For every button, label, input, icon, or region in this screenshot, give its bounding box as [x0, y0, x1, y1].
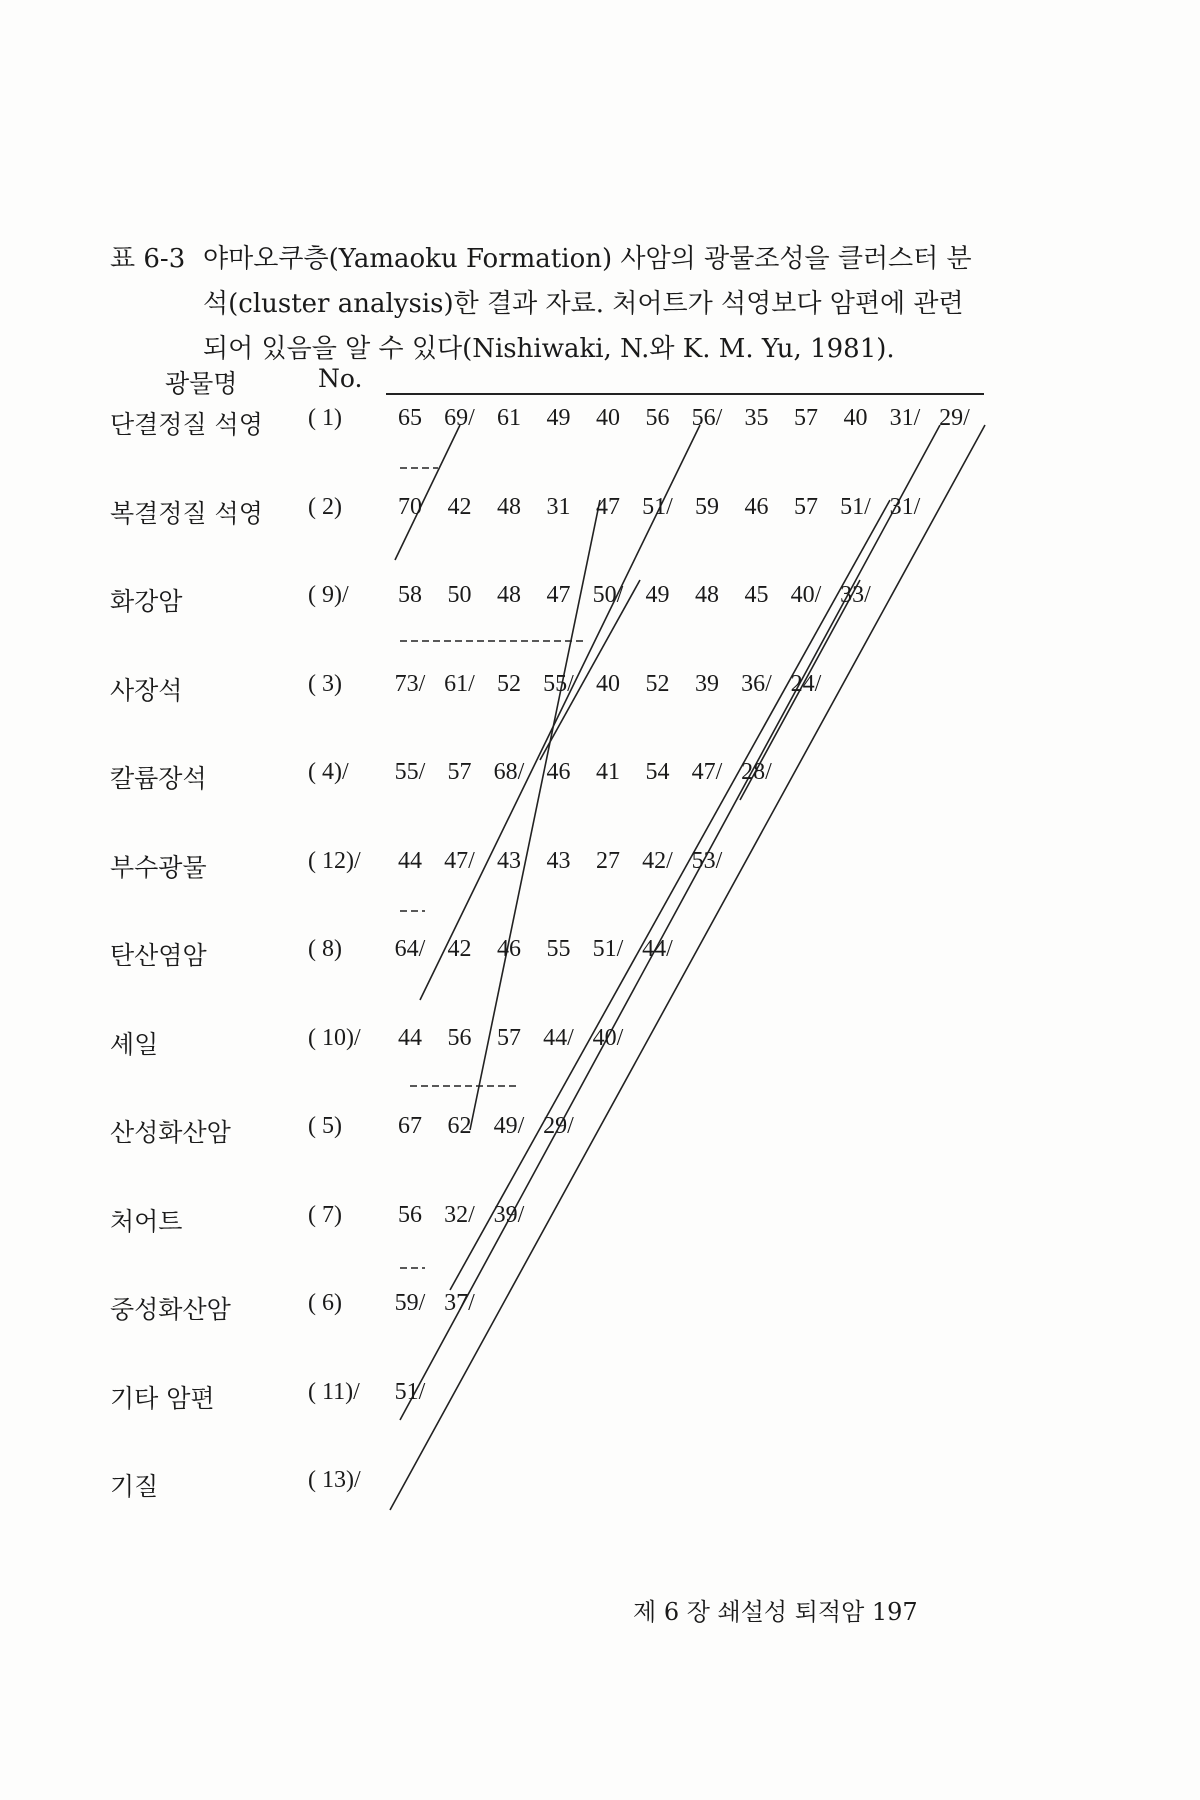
matrix-cell: 47/: [444, 847, 475, 874]
matrix-cell: 46: [546, 759, 571, 785]
matrix-cell: 37/: [444, 1290, 475, 1316]
matrix-cell: 42: [447, 936, 472, 962]
matrix-cell: 29/: [543, 1113, 574, 1139]
row-name: 산성화산암: [110, 1118, 231, 1147]
matrix-cell: 67: [398, 1113, 422, 1139]
caption-line-1: 야마오쿠층(Yamaoku Formation) 사암의 광물조성을 클러스터 분: [203, 244, 972, 274]
matrix-cell: 44/: [642, 936, 673, 962]
caption-line-2: 석(cluster analysis)한 결과 자료. 처어트가 석영보다 암편에 관련: [203, 289, 964, 319]
row-number: ( 11)/: [308, 1378, 360, 1405]
matrix-cell: 50/: [592, 582, 624, 608]
matrix-cell: 49: [546, 405, 571, 431]
matrix-cell: 64/: [394, 936, 426, 962]
matrix-cell: 45: [744, 582, 769, 608]
matrix-cell: 55/: [543, 670, 574, 697]
matrix-cell: 58: [398, 582, 422, 608]
row-name: 칼륨장석: [110, 764, 207, 793]
matrix-cell: 42: [447, 493, 472, 520]
row-name: 처어트: [110, 1206, 183, 1236]
row-number: ( 1): [308, 405, 342, 431]
matrix-cell: 36/: [741, 670, 772, 697]
matrix-cell: 31/: [889, 493, 921, 520]
connector-slash: [390, 425, 985, 1510]
matrix-cell: 51/: [642, 493, 673, 520]
matrix-cell: 59: [695, 493, 719, 520]
matrix-cell: 40/: [592, 1024, 624, 1051]
matrix-cell: 47/: [691, 759, 723, 785]
matrix-cell: 44: [398, 1024, 422, 1051]
connector-slash: [400, 425, 940, 1420]
matrix-cell: 31: [546, 493, 571, 520]
row-number: ( 6): [308, 1290, 342, 1316]
row-number: ( 2): [308, 493, 342, 520]
row-number: ( 4)/: [308, 759, 349, 785]
row-number: ( 8): [308, 936, 342, 962]
row-name: 단결정질 석영: [110, 410, 263, 439]
matrix-cell: 40: [596, 670, 620, 697]
matrix-cell: 68/: [493, 759, 525, 785]
caption-label: 표 6-3: [110, 244, 186, 274]
matrix-cell: 43: [546, 847, 571, 874]
matrix-cell: 47: [546, 582, 571, 608]
row-name: 기질: [110, 1472, 159, 1501]
matrix-cell: 42/: [642, 847, 673, 874]
matrix-cell: 31/: [889, 405, 921, 431]
matrix-cell: 51/: [592, 936, 624, 962]
row-name: 기타 암편: [110, 1383, 215, 1413]
matrix-cell: 56/: [691, 405, 723, 431]
matrix-cell: 49/: [493, 1113, 525, 1139]
matrix-cell: 35: [744, 405, 769, 431]
matrix-cell: 40/: [790, 582, 822, 608]
matrix-cell: 40: [843, 405, 868, 431]
matrix-cell: 29/: [939, 405, 970, 431]
matrix-cell: 27: [596, 847, 620, 874]
matrix-cell: 44: [398, 847, 422, 874]
row-number: ( 10)/: [308, 1024, 361, 1051]
matrix-cell: 61: [497, 405, 521, 431]
page-footer: 제 6 장 쇄설성 퇴적암 197: [633, 1598, 918, 1626]
row-name: 화강암: [110, 587, 183, 616]
matrix-cell: 49: [645, 582, 670, 608]
matrix-cell: 43: [497, 847, 521, 874]
matrix-cell: 52: [645, 670, 670, 697]
matrix-cell: 47: [596, 493, 620, 520]
matrix-cell: 46: [497, 936, 521, 962]
matrix-cell: 57: [794, 405, 818, 431]
row-number: ( 12)/: [308, 847, 361, 874]
matrix-cell: 56: [645, 405, 670, 431]
matrix-cell: 41: [596, 759, 620, 785]
matrix-cell: 46: [744, 493, 769, 520]
matrix-cell: 48: [497, 582, 521, 608]
matrix-cell: 56: [398, 1201, 422, 1228]
row-name: 탄산염암: [110, 941, 207, 970]
matrix-cell: 28/: [741, 759, 772, 785]
matrix-cell: 39: [695, 670, 719, 697]
matrix-cell: 51/: [840, 493, 871, 520]
matrix-cell: 24/: [790, 670, 822, 697]
row-number: ( 3): [308, 670, 342, 697]
matrix-cell: 39/: [493, 1201, 525, 1228]
matrix-cell: 65: [398, 405, 422, 431]
row-number: ( 5): [308, 1113, 342, 1139]
matrix-cell: 56: [447, 1024, 472, 1051]
row-number: ( 13)/: [308, 1467, 361, 1493]
matrix-cell: 51/: [394, 1378, 426, 1405]
matrix-cell: 73/: [394, 670, 426, 697]
matrix-cell: 48: [695, 582, 719, 608]
matrix-cell: 57: [447, 759, 472, 785]
matrix-cell: 70: [398, 493, 422, 520]
matrix-cell: 57: [794, 493, 818, 520]
caption-line-3: 되어 있음을 알 수 있다(Nishiwaki, N.와 K. M. Yu, 1981).: [203, 334, 895, 364]
matrix-cell: 48: [497, 493, 521, 520]
row-name: 복결정질 석영: [110, 498, 263, 528]
matrix-cell: 52: [497, 670, 521, 697]
connector-slash: [447, 500, 890, 1290]
row-number: ( 7): [308, 1201, 342, 1228]
row-number: ( 9)/: [308, 582, 349, 608]
matrix-cell: 62: [447, 1113, 472, 1139]
row-name: 부수광물: [110, 852, 207, 882]
connector-slash: [395, 425, 460, 560]
matrix-cell: 32/: [444, 1201, 475, 1228]
matrix-cell: 40: [596, 405, 620, 431]
row-name: 셰일: [110, 1029, 159, 1059]
row-name: 중성화산암: [110, 1295, 231, 1324]
matrix-cell: 44/: [543, 1024, 574, 1051]
matrix-cell: 55: [546, 936, 571, 962]
matrix-cell: 69/: [444, 405, 475, 431]
matrix-cell: 55/: [394, 759, 426, 785]
connector-slash: [470, 500, 600, 1130]
matrix-cell: 50: [447, 582, 472, 608]
header-name-col: 광물명: [165, 369, 238, 398]
matrix-cell: 59/: [394, 1290, 426, 1316]
header-no-col: No.: [318, 364, 363, 393]
matrix-cell: 33/: [840, 582, 871, 608]
matrix-cell: 57: [497, 1024, 521, 1051]
matrix-cell: 54: [645, 759, 670, 785]
matrix-cell: 61/: [444, 670, 475, 697]
row-name: 사장석: [110, 675, 183, 705]
matrix-cell: 53/: [691, 847, 723, 874]
